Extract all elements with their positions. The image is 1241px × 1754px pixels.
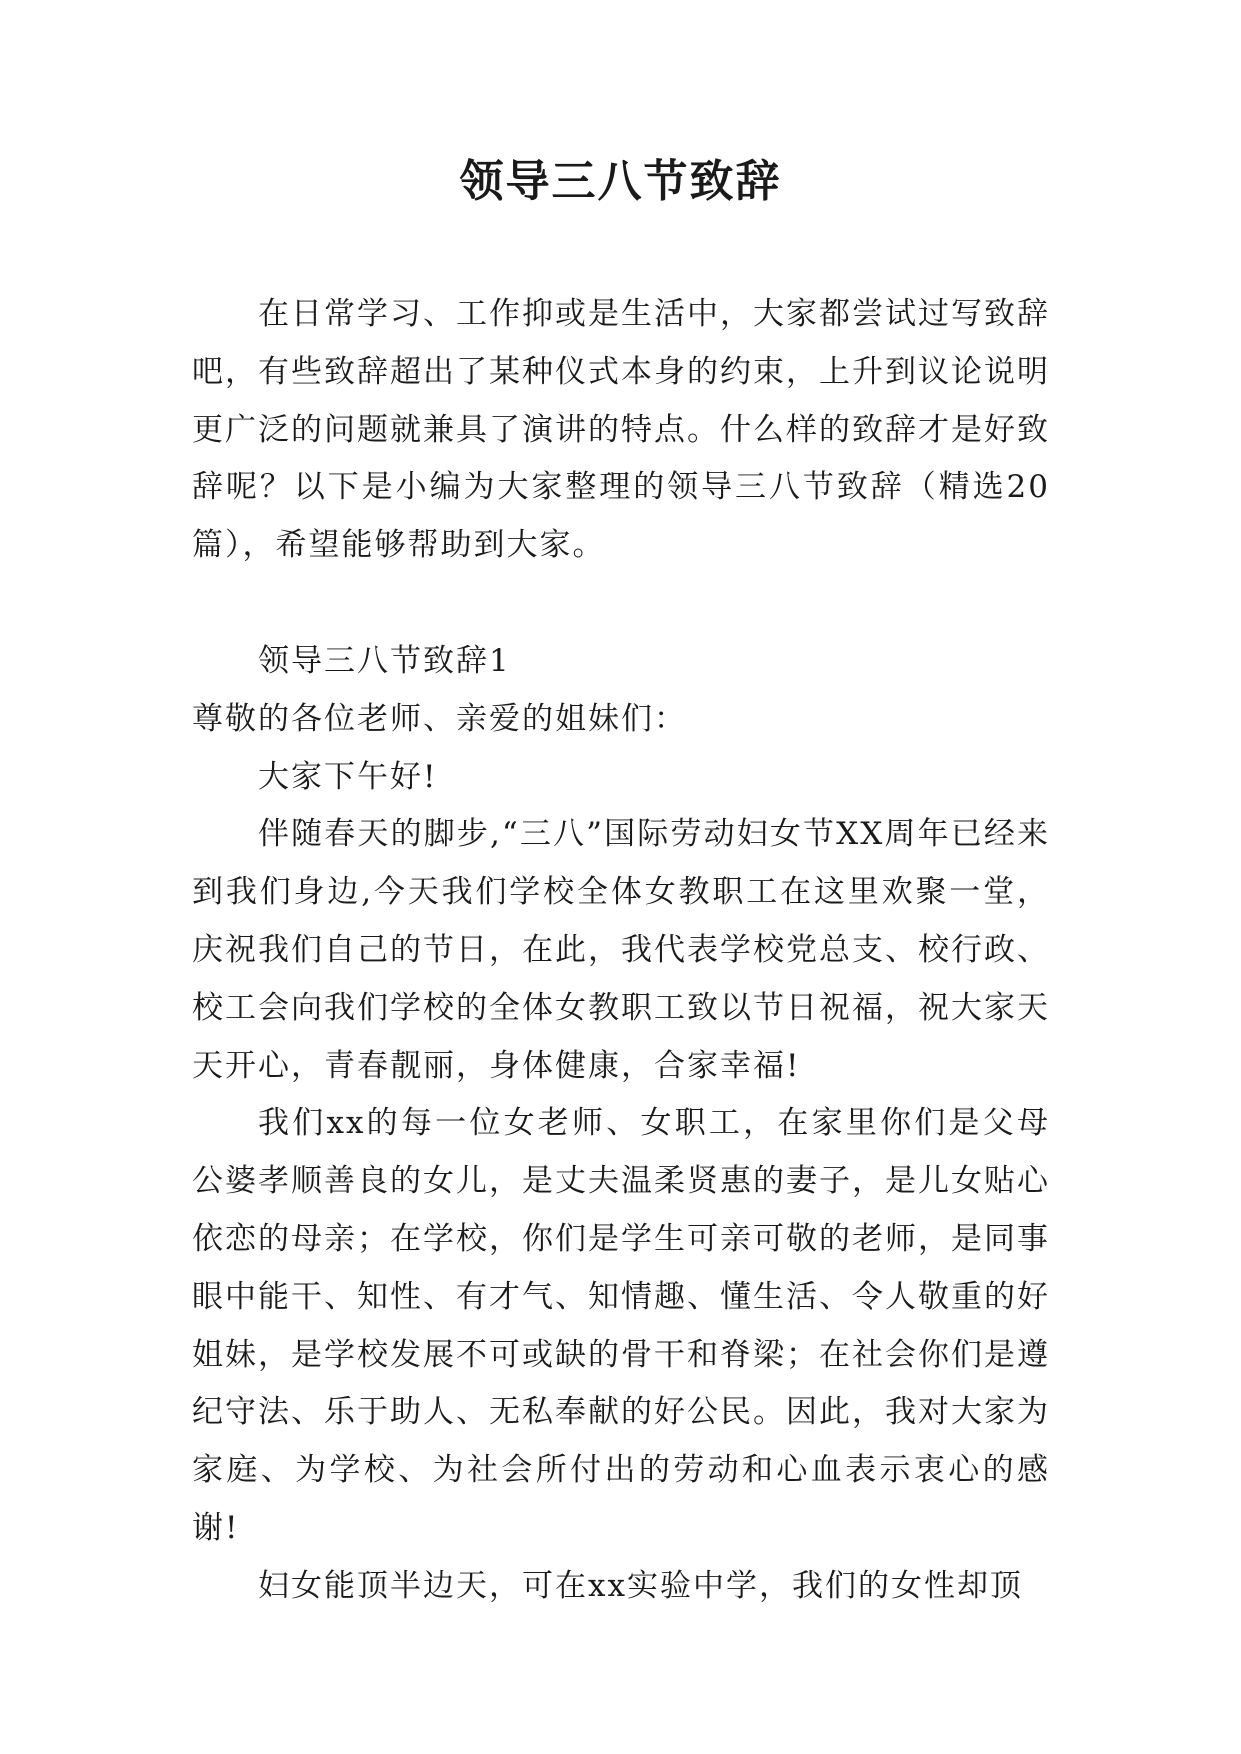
- intro-paragraph: 在日常学习、工作抑或是生活中，大家都尝试过写致辞吧，有些致辞超出了某种仪式本身的约束，上升到议论说明更广泛的问题就兼具了演讲的特点。什么样的致辞才是好致辞呢？以下是小编为大家整理的领导三八节致辞（精选20篇），希望能够帮助到大家。: [192, 296, 1050, 564]
- body-paragraph: 伴随春天的脚步,“三八”国际劳动妇女节XX周年已经来到我们身边,今天我们学校全体女教职工在这里欢聚一堂，庆祝我们自己的节日，在此，我代表学校党总支、校行政、校工会向我们学校的全体女教职工致以节日祝福，祝大家天天开心，青春靓丽，身体健康，合家幸福!: [192, 816, 1050, 1084]
- section-heading: 领导三八节致辞1: [258, 642, 511, 679]
- salutation: 尊敬的各位老师、亲爱的姐妹们：: [192, 700, 687, 737]
- body-paragraph: 我们xx的每一位女老师、女职工，在家里你们是父母公婆孝顺善良的女儿，是丈夫温柔贤惠的妻子，是儿女贴心依恋的母亲；在学校，你们是学生可亲可敬的老师，是同事眼中能干、知性、有才气、知情趣、懂生活、令人敬重的好姐妹，是学校发展不可或缺的骨干和脊梁；在社会你们是遵纪守法、乐于助人、无私奉献的好公民。因此，我对大家为家庭、为学校、为社会所付出的劳动和心血表示衷心的感谢!: [192, 1105, 1050, 1546]
- greeting: 大家下午好!: [258, 758, 438, 795]
- paragraph-gap: [192, 575, 1050, 633]
- document-title: 领导三八节致辞: [459, 156, 782, 207]
- document-body: [192, 286, 1050, 1616]
- body-paragraph: 妇女能顶半边天，可在xx实验中学，我们的女性却顶: [258, 1567, 1023, 1604]
